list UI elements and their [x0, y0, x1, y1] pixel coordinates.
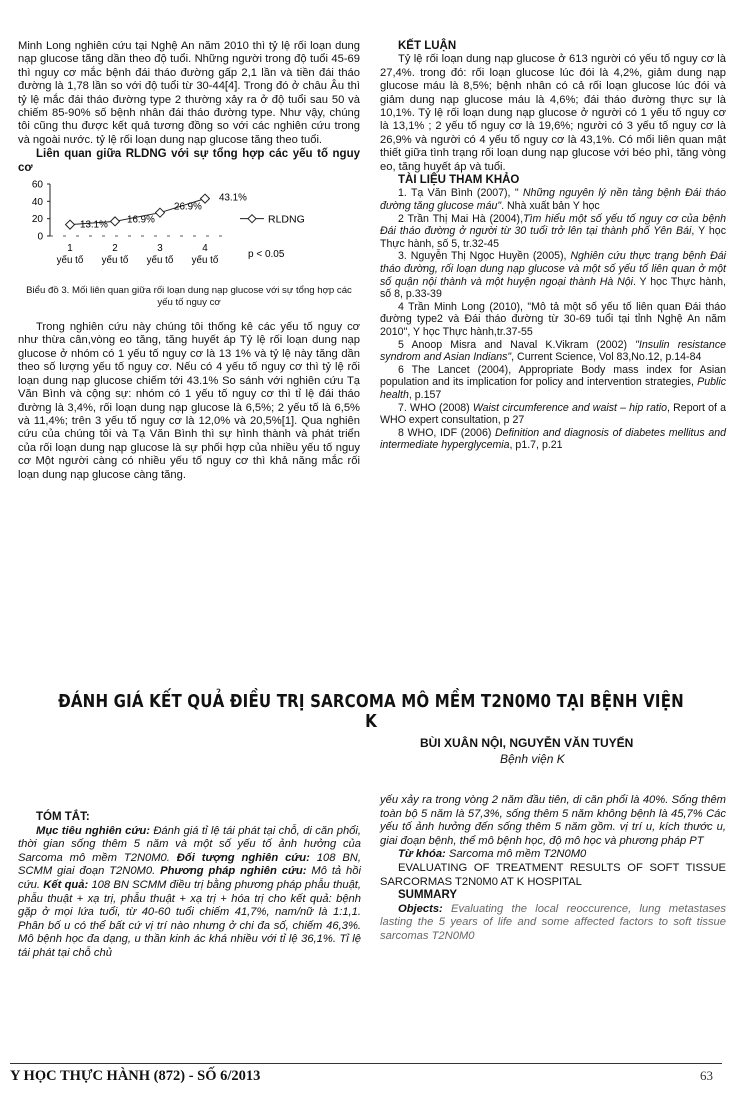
reference-item — [380, 364, 726, 402]
conclusion-paragraph: Tỷ lệ rối loạn dung nạp glucose ở 613 người có yếu tố nguy cơ là 27,4%. trong đó: rối loạn glucose lúc đói là 4,2%, giảm dung nạp glucose máu là 8,5%; bệnh nhân có cả rối loạn glucose lúc đói và giảm dung nạp glucose máu là 4,6%; đái tháo đường thực sự là 10,1%. Tỷ lệ rối loạn dung nạp glucose ở người có 1 yếu tố nguy cơ là 13,1% ; 2 yếu tố nguy cơ là 19,6%; người có 3 yếu tố nguy cơ là 26,9% và người có 4 yếu tố nguy cơ là 43,1%. Có mối liên quan mật thiết giữa tình trạng rối loạn dung nạp glucose với béo phì, tăng vòng eo, tăng huyết áp và tuổi. — [380, 53, 726, 173]
journal-footer: Y HỌC THỰC HÀNH (872) - SỐ 6/2013 — [10, 1068, 261, 1084]
data-label: 26.9% — [174, 201, 202, 213]
abstract-continuation: yếu xảy ra trong vòng 2 năm đầu tiên, di căn phổi là 40%. Sống thêm toàn bộ 5 năm là 57,3%, sống thêm 5 năm không bệnh là 45,7% Các yếu tố ảnh hưởng đến sống thêm 5 năm gồm. vị trí u, kích thước u, giai đoạn bệnh, thể mô bệnh học, độ mô học và phương pháp PT — [380, 794, 726, 847]
footer-divider — [10, 1063, 722, 1064]
method-text: Mô tả hồi cứu. — [18, 865, 361, 891]
reference-source: , Current Science, Vol 83,No.12, p.14-84 — [511, 351, 702, 364]
page-number: 63 — [700, 1068, 713, 1083]
chart-caption: Biểu đồ 3. Mối liên quan giữa rối loạn dung nạp glucose với sự tổng hợp các yếu tố nguy cơ — [26, 285, 352, 308]
y-tick-label: 20 — [31, 214, 43, 226]
reference-text: 5 Anoop Misra and Naval K.Vikram (2002) — [398, 338, 636, 351]
reference-item — [380, 427, 726, 452]
y-tick-label: 40 — [31, 196, 43, 208]
p-value-annotation: p < 0.05 — [248, 249, 285, 261]
reference-source: , Report of a WHO expert consultation, p 27 — [380, 401, 726, 427]
data-label: 13.1% — [80, 219, 108, 231]
x-tick-label: 2 yếu tố — [101, 243, 129, 267]
references-list — [380, 187, 726, 451]
abstract-left-column — [18, 811, 361, 961]
reference-text: 3. Nguyễn Thị Ngọc Huyền (2005), — [398, 250, 571, 263]
keywords — [380, 848, 726, 862]
keywords-text: Sarcoma mô mềm T2N0M0 — [445, 848, 587, 861]
conclusion-heading: KẾT LUẬN — [398, 40, 457, 52]
data-point — [66, 220, 75, 229]
x-tick-label: 3 yếu tố — [146, 243, 174, 267]
data-label: 43.1% — [219, 192, 247, 204]
reference-source: . Y học Thực hành, số 8, p.33-39 — [380, 275, 726, 301]
reference-item — [380, 402, 726, 427]
x-tick-label: 4 yếu tố — [191, 243, 219, 267]
reference-text: 4 Trần Minh Long (2010), "Mô tả một số yếu tố liên quan Đái tháo đường type2 và Đái tháo đường từ 30-69 tuổi tại tỉnh Nghệ An năm 2010", Y học Thực hành,tr.37-55 — [380, 300, 726, 338]
discussion-paragraph: Trong nghiên cứu này chúng tôi thống kê các yếu tố nguy cơ như thừa cân,vòng eo tăng, tăng huyết áp Tỷ lệ rối loạn dung nạp glucose ở nhóm có 1 yếu tố nguy cơ là 13 1% và tỷ lệ này tăng dần theo số lượng yếu tố nguy cơ. Nếu có 4 yếu tố nguy cơ thì tỷ lệ rối loạn dung nạp glucose chiếm tới 43.1% So sánh với nghiên cứu Tạ Văn Bình và cộng sự: nhóm có 1 yếu tố nguy cơ thì tỉ lệ đái tháo đường là 3,4%, rối loạn dung nạp glucose là 6,5%; 2 yếu tố là 6,5% và 11,4%; trên 3 yếu tố nguy cơ là 12,0% và 20,5%[1]. Qua nghiên cứu của chúng tôi và Tạ Văn Bình thì sự hình thành và phát triển của rối loạn dung nạp glucose là sự phối hợp của nhiều yếu tố nguy cơ Một người càng có nhiều yếu tố nguy cơ thì khả năng mắc rối loạn dung nạp glucose càng tăng. — [18, 321, 360, 481]
data-point — [201, 194, 210, 203]
reference-source: . Nhà xuất bản Y học — [501, 200, 600, 213]
y-tick-label: 0 — [37, 231, 43, 243]
abstract-right-column — [380, 794, 726, 944]
reference-text: 2 Trần Thị Mai Hà (2004), — [398, 212, 524, 225]
reference-title: Những nguyên lý nền tảng bệnh Đái tháo đường tăng glucose máu" — [380, 187, 726, 213]
reference-source: , p.157 — [408, 388, 442, 401]
line-chart-svg — [18, 179, 360, 279]
reference-title: Tìm hiểu một số yếu tố nguy cơ của bệnh Đái tháo đường ở người từ 30 tuổi trở lên tại thành phố Yên Bái — [380, 212, 726, 238]
data-point — [111, 217, 120, 226]
reference-title: Public health — [380, 376, 726, 401]
article-title: ĐÁNH GIÁ KẾT QUẢ ĐIỀU TRỊ SARCOMA MÔ MỀM T2N0M0 TẠI BỆNH VIỆN K — [58, 692, 684, 732]
data-label: 16.9% — [127, 214, 155, 226]
reference-item — [380, 250, 726, 300]
reference-text: 8 WHO, IDF (2006) — [398, 426, 496, 439]
subjects-text: 108 BN, SCMM giai đoạn T2N0M0. — [18, 851, 361, 878]
objective-text: Đánh giá tỉ lệ tái phát tại chỗ, di căn phổi, thời gian sống thêm 5 năm và một số yếu tố ảnh hưởng của Sarcoma mô mềm T2N0M0. — [18, 824, 361, 864]
summary-heading: SUMMARY — [398, 889, 457, 902]
legend-marker — [248, 215, 256, 223]
y-tick-label: 60 — [31, 179, 43, 191]
method-label: Phương pháp nghiên cứu: — [160, 865, 307, 878]
reference-title: Waist circumference and waist – hip ratio — [472, 401, 668, 414]
results-label: Kết quả: — [43, 878, 89, 891]
objective-label: Mục tiêu nghiên cứu: — [36, 824, 150, 837]
reference-title: Nghiên cứu thực trạng bệnh Đái tháo đường, rối loạn dung nạp glucose và một số yếu tố liên quan ở một số quận nội thành và một huyện ngoại thành Hà Nội — [380, 250, 726, 288]
authors: BÙI XUÂN NỘI, NGUYỄN VĂN TUYẾN — [420, 736, 634, 750]
reference-item — [380, 301, 726, 339]
reference-text: 6 The Lancet (2004), Appropriate Body mass index for Asian population and its implication for policy and intervention strategies, — [380, 363, 726, 389]
summary-objects — [380, 903, 726, 944]
legend-label: RLDNG — [268, 213, 305, 226]
reference-item — [380, 339, 726, 364]
affiliation: Bệnh viện K — [500, 752, 565, 766]
reference-text: 7. WHO (2008) — [398, 401, 473, 414]
right-column — [380, 40, 726, 452]
reference-source: , p1.7, p.21 — [509, 439, 563, 452]
reference-title: Definition and diagnosis of diabetes mellitus and intermediate hyperglycemia — [380, 426, 727, 452]
reference-source: , Y học Thực hành, số 5, tr.32-45 — [380, 225, 726, 250]
chart — [18, 179, 360, 319]
objects-label: Objects: — [398, 902, 443, 915]
intro-paragraph: Minh Long nghiên cứu tại Nghệ An năm 2010 thì tỷ lệ rối loạn dung nạp glucose tăng dần theo độ tuổi. Những người trong độ tuổi 45-69 thì nguy cơ mắc bệnh đái tháo đường gấp 2,1 lần và tiền đái tháo đường là 1,78 lần so với độ tuổi từ 30-44[4]. Trong đó ở châu Âu thì tỷ lệ mắc đái tháo đường type 2 thường xảy ra ở độ tuổi sau 50 và chiếm 85-90% số bệnh nhân đái tháo đường type. Như vậy, chúng tôi cũng thu được kết quả tương đồng so với các nghiên cứu trong và ngoài nước. tỷ lệ rối loạn dung nạp glucose tăng theo tuổi. — [18, 40, 360, 146]
reference-text: 1. Tạ Văn Bình (2007), " — [398, 187, 523, 200]
objects-text: Evaluating the local reoccurence, lung metastases lasting the 5 years of life and some affected factors to soft tissue sarcomas T2N0M0 — [380, 902, 726, 942]
reference-item — [380, 213, 726, 251]
reference-title: "Insulin resistance syndrom and Asian Indians" — [380, 338, 727, 364]
data-point — [156, 208, 165, 217]
abstract-body — [18, 825, 361, 961]
reference-item — [380, 187, 726, 212]
references-heading: TÀI LIỆU THAM KHẢO — [398, 174, 520, 187]
left-column — [18, 40, 360, 482]
results-text: 108 BN SCMM điều trị bằng phương pháp phẫu thuật, phẫu thuật + xạ trị, phẫu thuật + xạ trị + hóa trị cho kết quả: bệnh gặp ở mọi lứa tuổi, từ 40-60 tuổi chiếm 41,7%, nam/nữ là 1:1,1. Phân bố u có thể bất cứ vị trí nào nhưng ở chi đa số, chiếm 46,3%. Mô bệnh học đa dạng, u thần kinh ác khá nhiều với tỉ lệ 36,1%. Tỉ lệ tái phát tại chỗ chủ — [18, 878, 362, 959]
x-tick-label: 1 yếu tố — [56, 243, 84, 267]
subjects-label: Đối tượng nghiên cứu: — [176, 851, 310, 864]
section-heading: Liên quan giữa RLDNG với sự tổng hợp các yếu tố nguy cơ — [18, 148, 360, 174]
english-title: EVALUATING OF TREATMENT RESULTS OF SOFT TISSUE SARCORMAS T2N0M0 AT K HOSPITAL — [380, 861, 726, 888]
abstract-heading: TÓM TẮT: — [36, 811, 90, 823]
keywords-label: Từ khóa: — [398, 848, 446, 861]
